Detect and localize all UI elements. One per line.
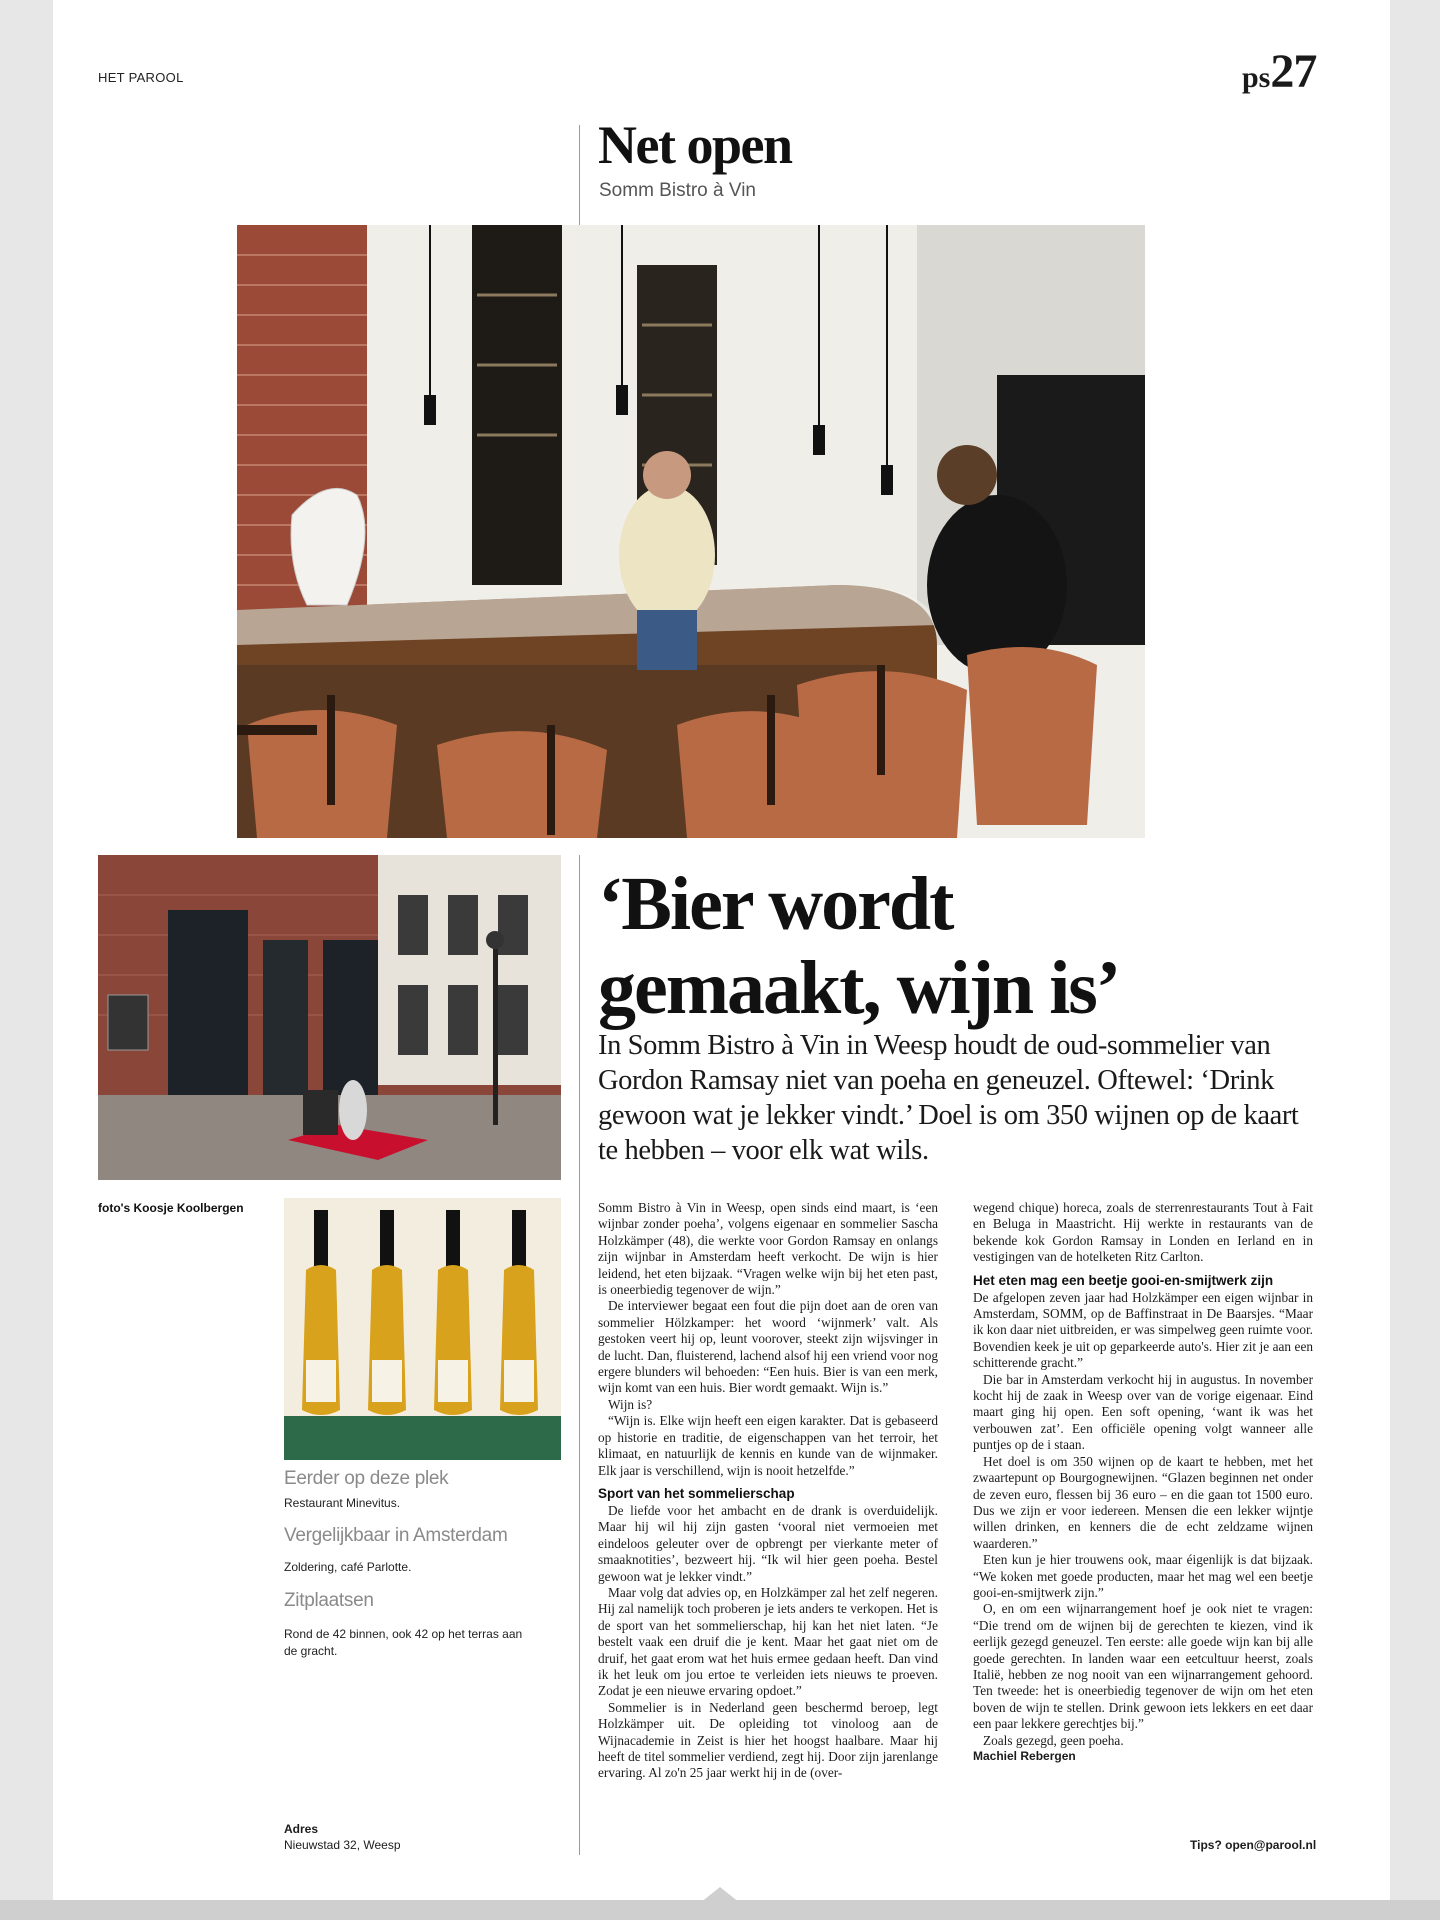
info-heading-previous: Eerder op deze plek bbox=[284, 1468, 449, 1489]
article-subheading: Sport van het sommelierschap bbox=[598, 1485, 795, 1501]
column-divider-top bbox=[579, 125, 580, 225]
viewer-gutter bbox=[1390, 0, 1440, 1920]
info-heading-seats: Zitplaatsen bbox=[284, 1590, 374, 1611]
column-divider-main bbox=[579, 855, 580, 1855]
wine-bottles-photo bbox=[284, 1198, 561, 1460]
viewer-bottom-bar[interactable] bbox=[0, 1900, 1440, 1920]
article-paragraph: Sommelier is in Nederland geen beschermd beroep, legt Holzkämper uit. De opleiding tot vinoloog aan de Wijnacademie in Zeist is hier het hoogst haalbare. Maar hij heeft de titel sommelier verdiend, zegt hij. Door zijn jarenlange ervaring. Al zo'n 25 jaar werkt hij in de (over- bbox=[598, 1699, 938, 1781]
article-paragraph: wegend chique) horeca, zoals de sterrenrestaurants Tout à Fait en Beluga in Maastricht. Hij werkte in restaurants van de bekende kok Gordon Ramsay in Londen en Ierland en in vestigingen van de hotelketen Ritz Carlton. bbox=[973, 1200, 1313, 1265]
page-caret-icon[interactable] bbox=[700, 1887, 740, 1903]
article-column-1 bbox=[598, 1200, 938, 1782]
page-number bbox=[1242, 44, 1316, 99]
street-facade-photo bbox=[98, 855, 561, 1180]
intro-text: In Somm Bistro à Vin in Weesp houdt de oud-sommelier van Gordon Ramsay niet van poeha en geneuzel. Oftewel: ‘Drink gewoon wat je lekker vindt.’ Doel is om 350 wijnen op de kaart te hebben – voor elk wat wils. bbox=[598, 1030, 1299, 1166]
article-paragraph: Het doel is om 350 wijnen op de kaart te hebben, met het zwaartepunt op Bourgognewijnen. “Glazen beginnen net onder de zeven euro, flessen bij 36 euro – en die gaan tot 1500 euro. Dus we zijn er voor iedereen. Mensen die een lekker wijntje willen drinken, en kenners die de echt zeldzame wijnen waarderen.” bbox=[973, 1453, 1313, 1551]
tips-contact[interactable]: Tips? open@parool.nl bbox=[1190, 1838, 1317, 1852]
article-paragraph: Zoals gezegd, geen poeha. bbox=[983, 1732, 1124, 1748]
info-text-seats: Rond de 42 binnen, ook 42 op het terras aan de gracht. bbox=[284, 1627, 523, 1658]
section-title: Net open bbox=[598, 115, 792, 175]
article-paragraph: O, en om een wijnarrangement hoef je ook niet te vragen: “Die trend om de wijnen bij de gerechten te kiezen, vind ik eerlijk gezegd geneuzel. Ten eerste: alle goede wijn kan bij alle goede gerechten. In landen waar een eetcultuur heerst, zoals Italië, hebben ze nog nooit van een wijnarrangement gehoord. Ten tweede: het is oneerbiedig tegenover de wijn om het eten boven de wijn te stellen. Drink gewoon iets lekkers en eet daar een paar lekkere gerechtjes bij.” bbox=[973, 1601, 1313, 1732]
info-text-comparable: Zoldering, café Parlotte. bbox=[284, 1560, 412, 1574]
article-paragraph: Wijn is? bbox=[608, 1396, 653, 1412]
article-column-2 bbox=[973, 1200, 1313, 1763]
headline-line-2: gemaakt, wijn is’ bbox=[598, 946, 1120, 1030]
info-text-previous: Restaurant Minevitus. bbox=[284, 1496, 401, 1510]
article-paragraph: Eten kun je hier trouwens ook, maar éigenlijk is dat bijzaak. “We koken met goede producten, maar het mag wel een beetje gooi-en-smijtwerk zijn.” bbox=[973, 1552, 1313, 1600]
photo-credit: foto's Koosje Koolbergen bbox=[98, 1201, 244, 1215]
page-number-prefix: ps bbox=[1242, 61, 1271, 94]
info-heading-comparable: Vergelijkbaar in Amsterdam bbox=[284, 1525, 508, 1546]
page-number-value: 27 bbox=[1270, 45, 1317, 98]
article-author: Machiel Rebergen bbox=[973, 1749, 1076, 1763]
masthead: HET PAROOL bbox=[98, 70, 184, 85]
article-subheading: Het eten mag een beetje gooi-en-smijtwerk zijn bbox=[973, 1272, 1274, 1288]
section-subtitle: Somm Bistro à Vin bbox=[599, 180, 756, 201]
address-label: Adres bbox=[284, 1822, 319, 1836]
headline bbox=[598, 862, 1358, 1030]
article-paragraph: Maar volg dat advies op, en Holzkämper zal het zelf negeren. Hij zal namelijk toch proberen je iets anders te verkopen. Het is de sport van het sommelierschap, hij kan het niet laten. “Je bestelt vaak een druif die je kent. Maar het gaat niet om de druif, het gaat erom wat het huis ermee gedaan heeft. Dan vind ik het leuk om jou ertoe te verleiden iets nieuws te proeven. Zodat je een nieuwe ervaring opdoet.” bbox=[598, 1584, 938, 1699]
article-paragraph: Somm Bistro à Vin in Weesp, open sinds eind maart, is ‘een wijnbar zonder poeha’, volgens eigenaar en sommelier Sascha Holzkämper (48), die werkte voor Gordon Ramsay en onlangs zijn wijnbar in Amsterdam heeft verkocht. De wijn is hier leidend, het eten bijzaak. “Vragen welke wijn bij het eten past, is oneerbiedig tegenover de wijn.” bbox=[598, 1200, 938, 1298]
article-paragraph: De afgelopen zeven jaar had Holzkämper een eigen wijnbar in Amsterdam, SOMM, op de Baffinstraat in De Baarsjes. “Maar ik kon daar niet uitbreiden, er was simpelweg geen ruimte voor. Bovendien keek je uit op geparkeerde auto's. Hier zit je aan een schitterende gracht.” bbox=[973, 1289, 1313, 1371]
article-paragraph: De interviewer begaat een fout die pijn doet aan de oren van sommelier Hölzkamper: het woord ‘wijnmerk’ valt. Als gestoken veert hij op, leunt voorover, steekt zijn wijsvinger in de lucht. Dan, fluisterend, lachend alsof hij een vriend voor nog ergere blunders wil behoeden: “Een huis. Bier is van een merk, wijn komt van een huis. Bier wordt gemaakt. Wijn is.” bbox=[598, 1298, 938, 1396]
article-paragraph: Die bar in Amsterdam verkocht hij in augustus. In november kocht hij de zaak in Weesp over van de vorige eigenaar. Eind maart ging hij open. Een soft opening, ‘want ik was het verbouwen zat’. Een officiële opening volgt wanneer alle puntjes op de i staan. bbox=[973, 1371, 1313, 1453]
headline-line-1: ‘Bier wordt bbox=[598, 862, 953, 946]
article-paragraph: De liefde voor het ambacht en de drank is overduidelijk. Maar hij wil hij zijn gasten ‘vooral niet vermoeien met eindeloos geleuter over de opbrengt per vierkante meter of smaaknotities’, bezweert hij. “Ik wil hier geen poeha. Bestel gewoon wat je lekker vindt.” bbox=[598, 1502, 938, 1584]
article-paragraph: “Wijn is. Elke wijn heeft een eigen karakter. Dat is gebaseerd op historie en traditie, de eigenschappen van het terroir, het klimaat, en natuurlijk de kennis en kunde van de wijnmaker. Elk jaar is verschillend, wijn is nooit hetzelfde.” bbox=[598, 1413, 938, 1478]
bar-interior-photo bbox=[237, 225, 1145, 838]
address-value: Nieuwstad 32, Weesp bbox=[284, 1838, 401, 1852]
